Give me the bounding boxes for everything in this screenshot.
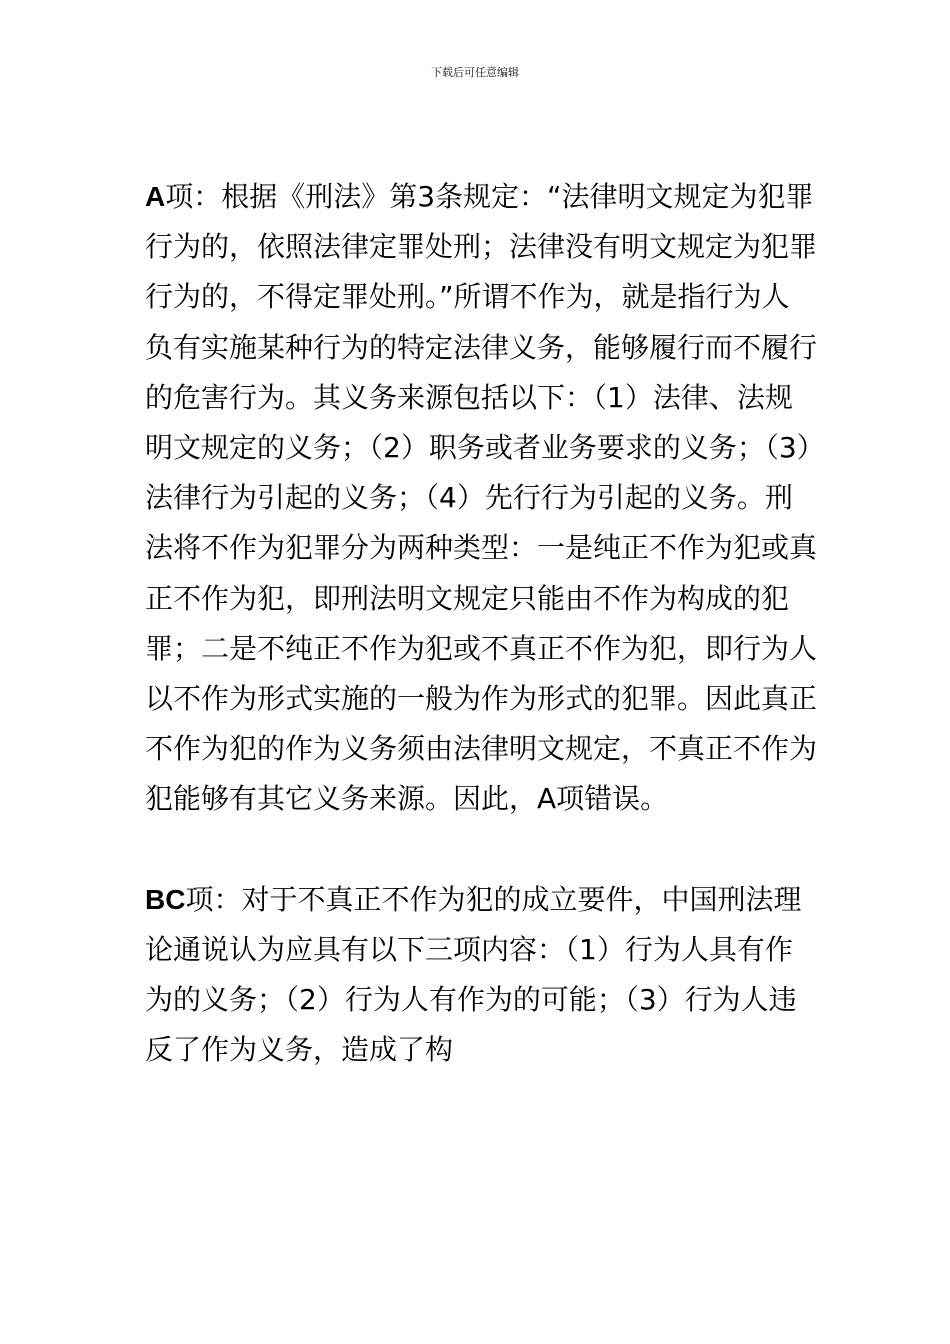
paragraph-label: BC <box>145 883 186 915</box>
paragraph-text: 项：根据《刑法》第3条规定：“法律明文规定为犯罪行为的，依照法律定罪处刑；法律没有明文规定为犯罪行为的，不得定罪处刑。”所谓不作为，就是指行为人负有实施某种行为的特定法律义务，能够履行而不履行的危害行为。其义务来源包括以下：（1）法律、法规明文规定的义务；（2）职务或者业务要求的义务；（3）法律行为引起的义务；（4）先行行为引起的义务。刑法将不作为犯罪分为两种类型：一是纯正不作为犯或真正不作为犯，即刑法明文规定只能由不作为构成的犯罪；二是不纯正不作为犯或不真正不作为犯，即行为人以不作为形式实施的一般为作为形式的犯罪。因此真正不作为犯的作为义务须由法律明文规定，不真正不作为犯能够有其它义务来源。因此，A项错误。 <box>145 180 818 816</box>
page-header <box>0 66 950 80</box>
header-text: 下载后可任意编辑 <box>431 66 519 79</box>
document-body <box>145 172 817 1075</box>
paragraph-text: 项：对于不真正不作为犯的成立要件，中国刑法理论通说认为应具有以下三项内容：（1）行为人具有作为的义务；（2）行为人有作为的可能；（3）行为人违反了作为义务，造成了构 <box>145 882 802 1067</box>
paragraph-label: A <box>145 181 166 212</box>
paragraph-bc <box>145 875 817 1076</box>
paragraph-a <box>145 172 817 825</box>
